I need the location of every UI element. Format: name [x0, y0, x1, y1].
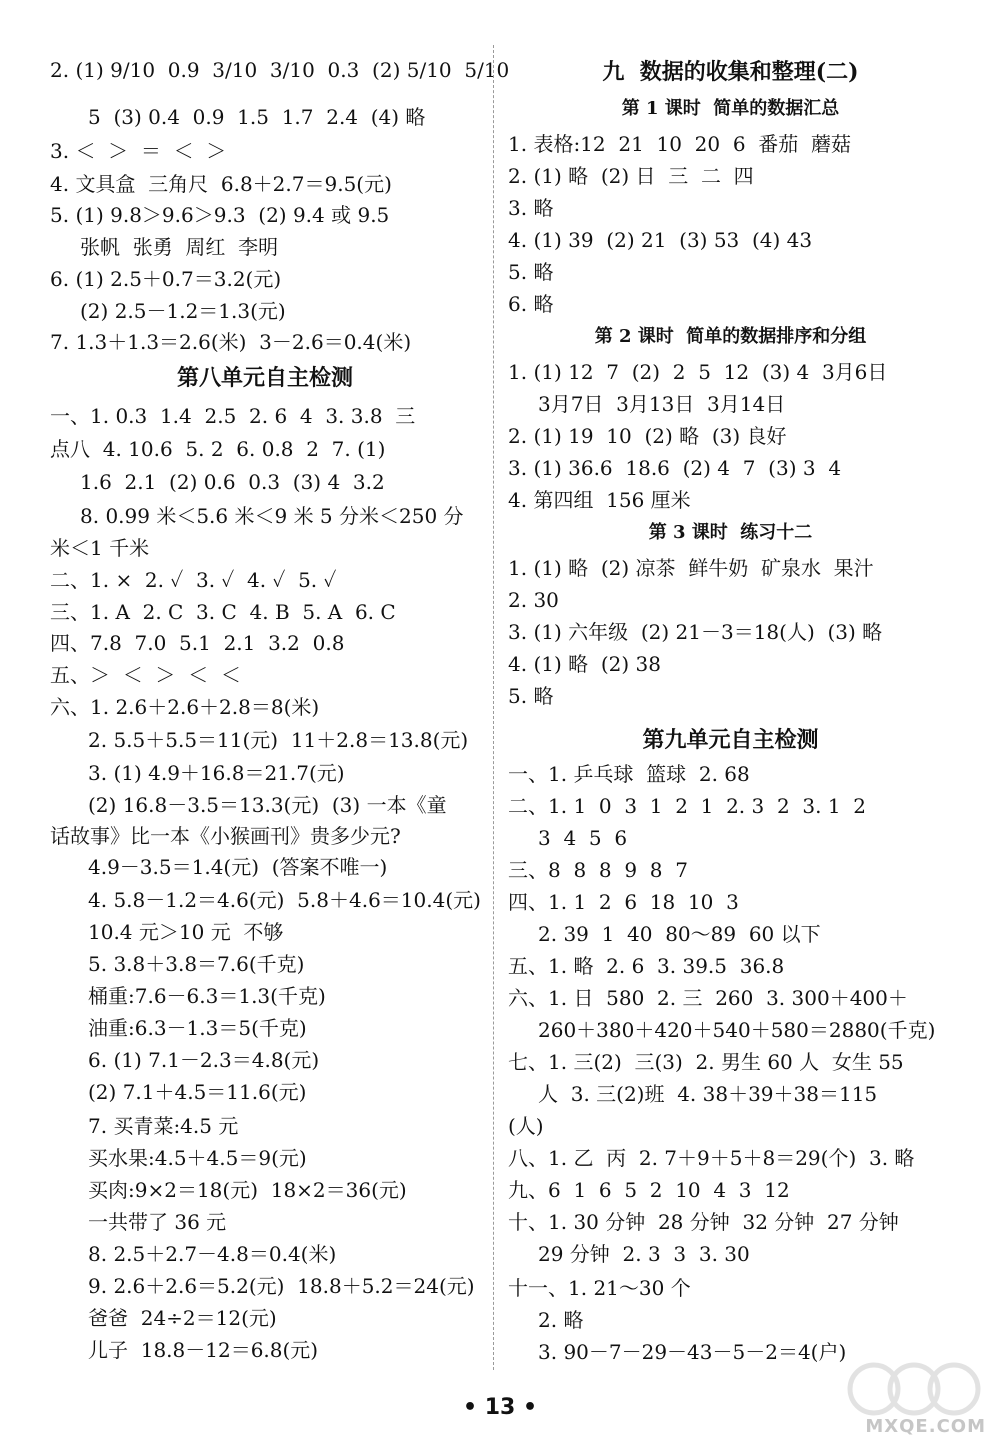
watermark-text: MXQE.COM: [865, 1416, 986, 1437]
answer-line: 一共带了 36 元: [88, 1210, 227, 1234]
answer-line: 2. 30: [508, 588, 559, 612]
answer-line: 七、1. 三(2) 三(3) 2. 男生 60 人 女生 55: [508, 1050, 904, 1074]
answer-line: 2. 5.5＋5.5＝11(元) 11＋2.8＝13.8(元): [88, 728, 469, 752]
lesson-heading: 第 3 课时 练习十二: [648, 522, 813, 543]
answer-line: 八、1. 乙 丙 2. 7＋9＋5＋8＝29(个) 3. 略: [508, 1146, 915, 1170]
answer-line: (2) 7.1＋4.5＝11.6(元): [88, 1080, 307, 1104]
answer-line: 话故事》比一本《小猴画刊》贵多少元?: [50, 824, 401, 848]
answer-line: 1. (1) 略 (2) 凉茶 鲜牛奶 矿泉水 果汁: [508, 556, 874, 580]
answer-line: 8. 2.5＋2.7－4.8＝0.4(米): [88, 1242, 337, 1266]
answer-line: 4.9－3.5＝1.4(元) (答案不唯一): [88, 855, 388, 879]
answer-line: 2. 39 1 40 80～89 60 以下: [538, 922, 821, 946]
answer-line: 十一、1. 21～30 个: [508, 1276, 691, 1300]
answer-line: 3. (1) 36.6 18.6 (2) 4 7 (3) 3 4: [508, 456, 842, 480]
answer-line: 7. 买青菜:4.5 元: [88, 1114, 239, 1138]
answer-line: 2. (1) 略 (2) 日 三 二 四: [508, 164, 754, 188]
answer-line: 油重:6.3－1.3＝5(千克): [88, 1016, 307, 1040]
answer-line: 爸爸 24÷2＝12(元): [88, 1306, 277, 1330]
answer-line: 六、1. 日 580 2. 三 260 3. 300＋400＋: [508, 986, 908, 1010]
answer-line: 1. 表格:12 21 10 20 6 番茄 蘑菇: [508, 132, 851, 156]
answer-line: 买水果:4.5＋4.5＝9(元): [88, 1146, 307, 1170]
answer-line: 四、7.8 7.0 5.1 2.1 3.2 0.8: [50, 631, 345, 655]
answer-line: 张帆 张勇 周红 李明: [80, 235, 279, 259]
answer-line: 6. (1) 2.5＋0.7＝3.2(元): [50, 267, 282, 291]
answer-line: 5. 3.8＋3.8＝7.6(千克): [88, 952, 305, 976]
answer-line: 2. 略: [538, 1308, 584, 1332]
answer-line: 5 (3) 0.4 0.9 1.5 1.7 2.4 (4) 略: [88, 105, 426, 129]
section-heading: 第九单元自主检测: [642, 727, 819, 753]
answer-line: 五、1. 略 2. 6 3. 39.5 36.8: [508, 954, 785, 978]
answer-line: 买肉:9×2＝18(元) 18×2＝36(元): [88, 1178, 407, 1202]
answer-line: 4. 文具盒 三角尺 6.8＋2.7＝9.5(元): [50, 172, 392, 196]
page-number: • 13 •: [462, 1395, 538, 1420]
answer-line: (2) 16.8－3.5＝13.3(元) (3) 一本《童: [88, 793, 447, 817]
answer-line: 1. (1) 12 7 (2) 2 5 12 (3) 4 3月6日: [508, 360, 888, 384]
answer-line: 一、1. 乒乓球 篮球 2. 68: [508, 762, 750, 786]
answer-line: 桶重:7.6－6.3＝1.3(千克): [88, 984, 326, 1008]
answer-line: 四、1. 1 2 6 18 10 3: [508, 890, 739, 914]
answer-line: 十、1. 30 分钟 28 分钟 32 分钟 27 分钟: [508, 1210, 899, 1234]
answer-line: 六、1. 2.6＋2.6＋2.8＝8(米): [50, 695, 320, 719]
answer-line: 6. (1) 7.1－2.3＝4.8(元): [88, 1048, 320, 1072]
answer-line: 4. (1) 39 (2) 21 (3) 53 (4) 43: [508, 228, 813, 252]
answer-line: 3. 90－7－29－43－5－2＝4(户): [538, 1340, 847, 1364]
answer-line: 一、1. 0.3 1.4 2.5 2. 6 4 3. 3.8 三: [50, 404, 416, 428]
answer-line: 4. 第四组 156 厘米: [508, 488, 691, 512]
answer-line: 4. (1) 略 (2) 38: [508, 652, 661, 676]
answer-line: 9. 2.6＋2.6＝5.2(元) 18.8＋5.2＝24(元): [88, 1274, 475, 1298]
answer-line: 3. 略: [508, 196, 554, 220]
answer-line: 3. (1) 六年级 (2) 21－3＝18(人) (3) 略: [508, 620, 883, 644]
answer-line: 2. (1) 9/10 0.9 3/10 3/10 0.3 (2) 5/10 5/10: [50, 58, 510, 82]
answer-line: 29 分钟 2. 3 3 3. 30: [538, 1242, 750, 1266]
answer-line: 10.4 元＞10 元 不够: [88, 920, 284, 944]
answer-line: 7. 1.3＋1.3＝2.6(米) 3－2.6＝0.4(米): [50, 330, 412, 354]
answer-line: 3月7日 3月13日 3月14日: [538, 392, 786, 416]
lesson-heading: 第 1 课时 简单的数据汇总: [621, 98, 840, 119]
section-heading: 第八单元自主检测: [176, 365, 353, 391]
answer-line: 2. (1) 19 10 (2) 略 (3) 良好: [508, 424, 787, 448]
lesson-heading: 第 2 课时 简单的数据排序和分组: [594, 326, 867, 347]
answer-line: 8. 0.99 米＜5.6 米＜9 米 5 分米＜250 分: [80, 504, 464, 528]
answer-line: 3. ＜ ＞ ＝ ＜ ＞: [50, 139, 227, 163]
answer-line: 三、1. A 2. C 3. C 4. B 5. A 6. C: [50, 600, 396, 624]
answer-line: 5. 略: [508, 684, 554, 708]
answer-line: 260＋380＋420＋540＋580＝2880(千克): [538, 1018, 936, 1042]
answer-line: 九、6 1 6 5 2 10 4 3 12: [508, 1178, 790, 1202]
answer-line: 3. (1) 4.9＋16.8＝21.7(元): [88, 761, 345, 785]
answer-line: 点八 4. 10.6 5. 2 6. 0.8 2 7. (1): [50, 437, 386, 461]
answer-line: 五、＞ ＜ ＞ ＜ ＜: [50, 663, 241, 687]
answer-line: 5. 略: [508, 260, 554, 284]
answer-line: 二、1. 1 0 3 1 2 1 2. 3 2 3. 1 2: [508, 794, 866, 818]
answer-line: 儿子 18.8－12＝6.8(元): [88, 1338, 319, 1362]
answer-line: 1.6 2.1 (2) 0.6 0.3 (3) 4 3.2: [80, 470, 385, 494]
answer-line: 二、1. × 2. ✓ 3. ✓ 4. ✓ 5. ✓: [50, 568, 337, 592]
answer-line: 3 4 5 6: [538, 826, 628, 850]
answer-line: 6. 略: [508, 292, 554, 316]
section-heading: 九 数据的收集和整理(二): [602, 59, 859, 85]
answer-line: 4. 5.8－1.2＝4.6(元) 5.8＋4.6＝10.4(元): [88, 888, 481, 912]
answer-line: 人 3. 三(2)班 4. 38＋39＋38＝115: [538, 1082, 878, 1106]
answer-line: 5. (1) 9.8＞9.6＞9.3 (2) 9.4 或 9.5: [50, 203, 390, 227]
answer-line: 三、8 8 8 9 8 7: [508, 858, 688, 882]
answer-line: (人): [508, 1114, 544, 1138]
answer-line: 米＜1 千米: [50, 536, 150, 560]
answer-line: (2) 2.5－1.2＝1.3(元): [80, 299, 286, 323]
column-divider: [493, 45, 494, 1370]
